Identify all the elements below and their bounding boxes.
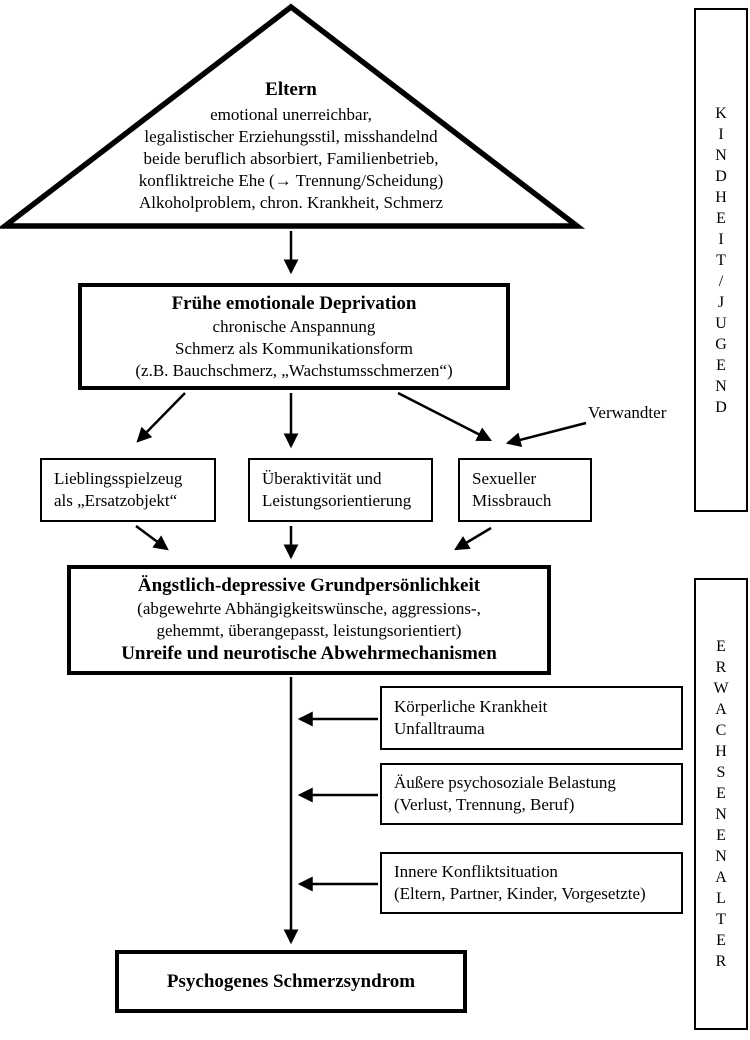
parents-line: legalistischer Erziehungsstil, misshandelnd [144, 127, 438, 146]
arrow-deprivation-to-toy [138, 393, 185, 441]
personality-title: Ängstlich-depressive Grundpersönlichkeit [137, 575, 481, 596]
personality-subtitle: Unreife und neurotische Abwehrmechanismen [121, 643, 497, 664]
conflict-line: Innere Konfliktsituation [394, 862, 558, 881]
psychosocial-box [380, 763, 683, 825]
illness-box [380, 686, 683, 750]
deprivation-title: Frühe emotionale Deprivation [171, 292, 417, 314]
deprivation-box [78, 283, 510, 390]
parents-triangle-text [101, 78, 481, 214]
parents-title: Eltern [265, 79, 317, 100]
abuse-box [458, 458, 592, 522]
childhood-side-label: K I N D H E I T / J U G E N D [694, 8, 748, 512]
conflict-box [380, 852, 683, 914]
conflict-line: (Eltern, Partner, Kinder, Vorgesetzte) [394, 884, 646, 903]
arrow-toy-to-personality [136, 526, 167, 549]
deprivation-line: chronische Anspannung [212, 316, 376, 336]
personality-line: (abgewehrte Abhängigkeitswünsche, aggressions-, [137, 599, 481, 618]
relative-label: Verwandter [588, 403, 667, 422]
personality-line: gehemmt, überangepasst, leistungsorientiert) [156, 621, 462, 640]
personality-box [67, 565, 551, 675]
abuse-line: Missbrauch [472, 491, 552, 510]
illness-line: Körperliche Krankheit [394, 697, 548, 716]
overactivity-box [248, 458, 433, 522]
adulthood-side-label: E R W A C H S E N E N A L T E R [694, 578, 748, 1030]
toy-box [40, 458, 216, 522]
overactivity-line: Überaktivität und [262, 469, 382, 488]
arrow-abuse-to-personality [456, 528, 491, 549]
parents-line: beide beruflich absorbiert, Familienbetrieb, [143, 149, 439, 168]
outcome-title: Psychogenes Schmerzsyndrom [166, 970, 416, 992]
overactivity-line: Leistungsorientierung [262, 491, 412, 510]
parents-line: konfliktreiche Ehe (→ Trennung/Scheidung) [138, 171, 444, 190]
outcome-box [115, 950, 467, 1013]
parents-line: Alkoholproblem, chron. Krankheit, Schmerz [138, 193, 444, 212]
abuse-line: Sexueller [472, 469, 537, 488]
arrow-relative-to-abuse [508, 423, 586, 443]
deprivation-line: Schmerz als Kommunikationsform [175, 338, 413, 358]
toy-line: als „Ersatzobjekt“ [54, 491, 178, 510]
arrow-deprivation-to-abuse [398, 393, 490, 440]
psychosocial-line: Äußere psychosoziale Belastung [394, 773, 616, 792]
deprivation-line: (z.B. Bauchschmerz, „Wachstumsschmerzen“) [135, 360, 453, 380]
parents-line: emotional unerreichbar, [210, 105, 372, 124]
illness-line: Unfalltrauma [394, 719, 485, 738]
toy-line: Lieblingsspielzeug [54, 469, 183, 488]
psychosocial-line: (Verlust, Trennung, Beruf) [394, 795, 575, 814]
